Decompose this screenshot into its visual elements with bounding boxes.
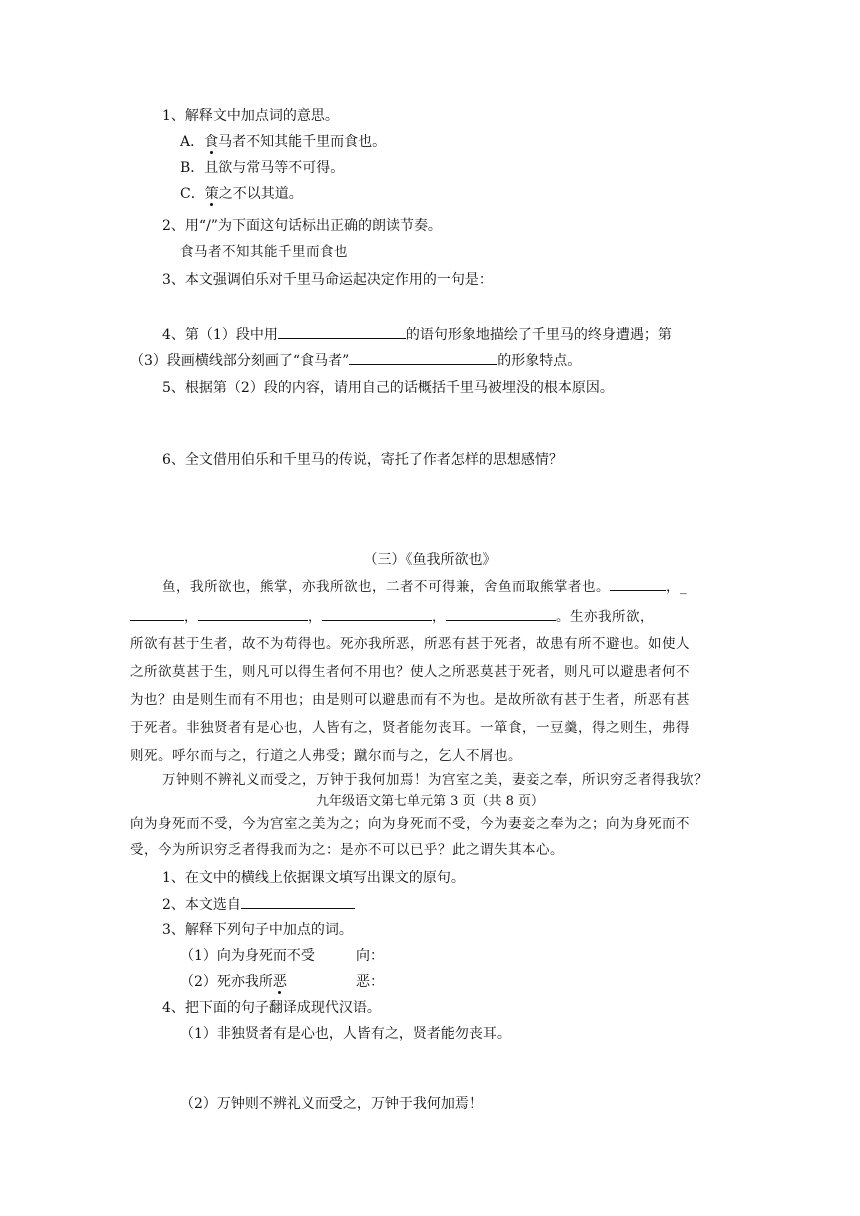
part3-question-3-item-1-answer: 向： [356,948,384,964]
answer-blank[interactable] [278,324,406,339]
passage-line-2: ， ， ， 。生亦我所欲， [130,606,654,627]
question-2-sentence: 食马者不知其能千里而食也 [180,244,348,260]
part3-question-3: 3、解释下列句子中加点的词。 [162,922,353,938]
question-1: 1、解释文中加点词的意思。 [162,108,339,124]
question-1-option-c: C．策之不以其道。 [180,186,303,202]
passage-line-7: 则死。呼尔而与之，行道之人弗受；蹴尔而与之，乞人不屑也。 [130,748,522,764]
passage-blank[interactable] [610,576,666,591]
passage-blank[interactable] [322,606,432,621]
dotted-word: 恶 [272,974,287,990]
part3-question-3-item-2: （2）死亦我所恶 [180,974,287,990]
passage-line-4: 之所欲莫甚于生，则凡可以得生者何不用也？使人之所恶莫甚于死者，则凡可以避患者何不 [130,664,690,680]
part3-question-3-item-2-answer: 恶： [356,974,384,990]
passage-blank[interactable] [198,606,308,621]
question-6: 6、全文借用伯乐和千里马的传说，寄托了作者怎样的思想感情？ [162,452,563,468]
passage-line-3: 所欲有甚于生者，故不为苟得也。死亦我所恶，所恶有甚于死者，故患有所不避也。如使人 [130,636,690,652]
dotted-word: 策 [204,186,219,202]
part3-question-2: 2、本文选自 [162,894,355,915]
answer-blank[interactable] [349,350,497,365]
passage-blank[interactable] [446,606,556,621]
part3-question-1: 1、在文中的横线上依据课文填写出课文的原句。 [162,870,465,886]
question-4-line-2: （3）段画横线部分刻画了“食马者” 的形象特点。 [130,350,581,371]
question-3: 3、本文强调伯乐对千里马命运起决定作用的一句是： [162,272,493,288]
page-footer: 九年级语文第七单元第 3 页（共 8 页） [315,794,545,809]
part3-question-4-item-1: （1）非独贤者有是心也，人皆有之，贤者能勿丧耳。 [180,1026,511,1042]
question-5: 5、根据第（2）段的内容，请用自己的话概括千里马被埋没的根本原因。 [162,380,614,396]
answer-blank[interactable] [241,894,355,909]
question-1-option-a: A．食马者不知其能千里而食也。 [180,134,387,150]
passage-line-8: 万钟则不辨礼义而受之，万钟于我何加焉！为宫室之美，妻妾之奉，所识穷乏者得我欤？ [162,772,708,788]
passage-blank[interactable] [130,606,184,621]
question-1-option-b: B．且欲与常马等不可得。 [180,160,345,176]
part3-question-4: 4、把下面的句子翻译成现代汉语。 [162,1000,381,1016]
passage-line-6: 于死者。非独贤者有是心也，人皆有之，贤者能勿丧耳。一箪食，一豆羹，得之则生，弗得 [130,720,690,736]
question-2: 2、用“/”为下面这句话标出正确的朗读节奏。 [162,218,442,234]
dotted-word: 食 [204,134,219,150]
section-title: （三）《鱼我所欲也》 [363,552,497,568]
passage-line-1: 鱼，我所欲也，熊掌，亦我所欲也，二者不可得兼，舍鱼而取熊掌者也。 ，_ [162,576,687,597]
passage-line-10: 受，今为所识穷乏者得我而为之：是亦不可以已乎？此之谓失其本心。 [130,842,564,858]
passage-line-5: 为也？由是则生而有不用也；由是则可以避患而有不为也。是故所欲有甚于生者，所恶有甚 [130,692,690,708]
part3-question-3-item-1: （1）向为身死而不受 [180,948,315,964]
passage-line-9: 向为身死而不受，今为宫室之美为之；向为身死而不受，今为妻妾之奉为之；向为身死而不 [130,816,690,832]
part3-question-4-item-2: （2）万钟则不辨礼义而受之，万钟于我何加焉！ [180,1096,483,1112]
question-4-line-1: 4、第（1）段中用 的语句形象地描绘了千里马的终身遭遇；第 [162,324,672,345]
